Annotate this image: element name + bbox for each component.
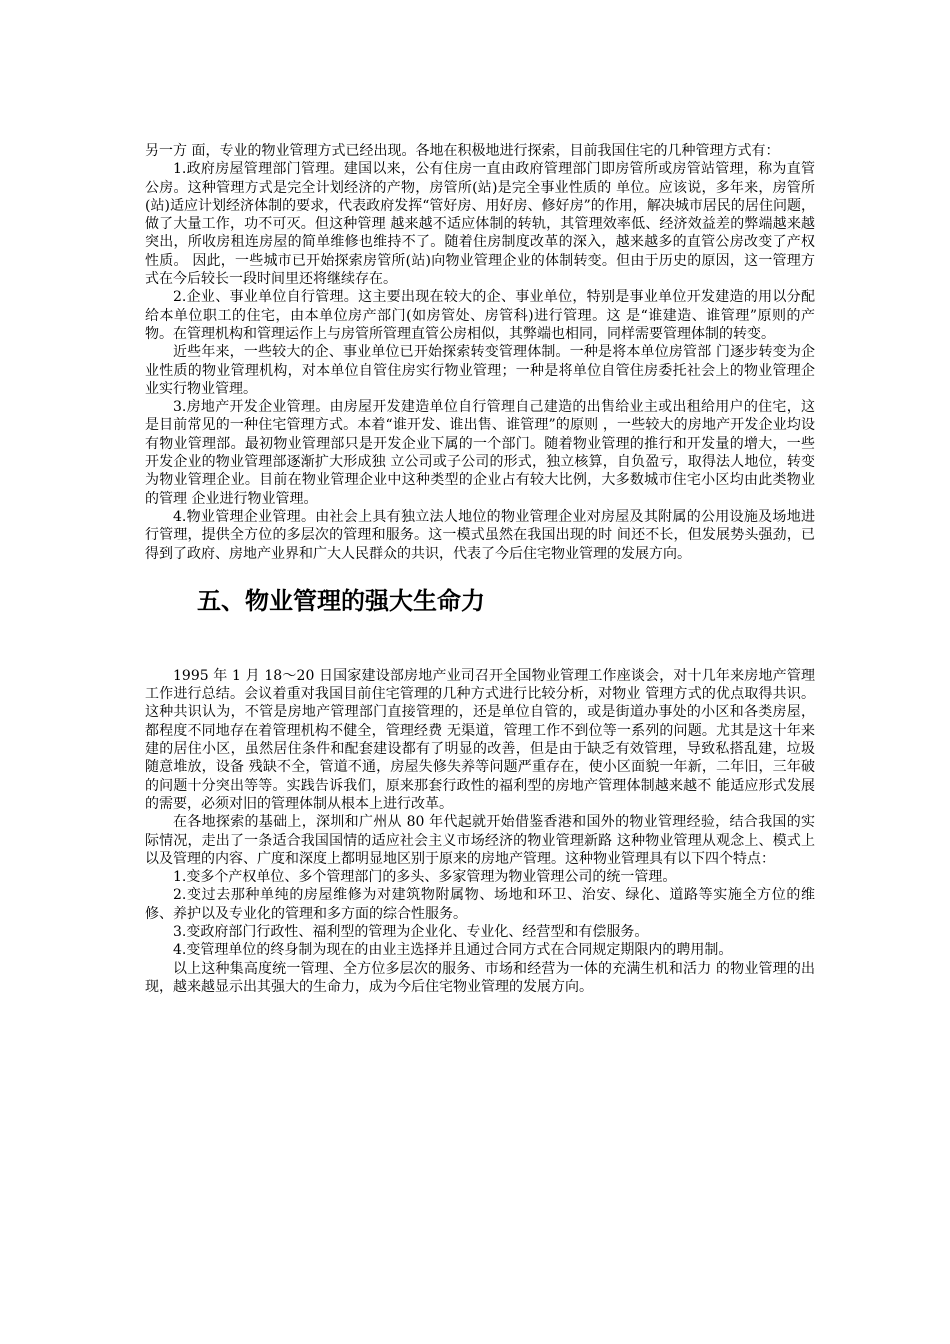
paragraph-1995-conference: 1995 年 1 月 18～20 日国家建设部房地产业司召开全国物业管理工作座谈会，对十几年来房地产管理工作进行总结。会议着重对我国目前住宅管理的几种方式进行比较分析，对物业 管理方式的优点取得共识。这种共识认为，不管是房地产管理部门直接管理的，还是单位自管的，或是街道办事处的小区和各类房屋，都程度不同地存在着管理机构不健全，管理经费 无渠道，管理工作不到位等一系列的问题。尤其是这十年来建的居住小区，虽然居住条件和配套建设都有了明显的改善，但是由于缺乏有效管理，导致私搭乱建，垃圾随意堆放，设备 残缺不全，管道不通，房屋失修失养等问题严重存在，使小区面貌一年新，二年旧，三年破的问题十分突出等等。实践告诉我们，原来那套行政性的福利型的房地产管理体制越来越不 能适应形式发展的需要，必须对旧的管理体制从根本上进行改革。 — [145, 667, 815, 812]
paragraph-feature-2: 2.变过去那种单纯的房屋维修为对建筑物附属物、场地和环卫、治安、绿化、道路等实施全方位的维修、养护以及专业化的管理和多方面的综合性服务。 — [145, 887, 815, 922]
paragraph-enterprise-self-management: 2.企业、事业单位自行管理。这主要出现在较大的企、事业单位，特别是事业单位开发建造的用以分配给本单位职工的住宅，由本单位房产部门(如房管处、房管科)进行管理。这 是“谁建造、谁管理”原则的产物。在管理机构和管理运作上与房管所管理直管公房相似，其弊端也相同，同样需要管理体制的转变。 — [145, 289, 815, 342]
paragraph-feature-4: 4.变管理单位的终身制为现在的由业主选择并且通过合同方式在合同规定期限内的聘用制。 — [173, 942, 733, 959]
section-heading: 五、物业管理的强大生命力 — [197, 586, 485, 615]
paragraph-feature-3: 3.变政府部门行政性、福利型的管理为企业化、专业化、经营型和有偿服务。 — [173, 923, 649, 940]
document-page — [145, 142, 815, 996]
paragraph-property-company-management: 4.物业管理企业管理。由社会上具有独立法人地位的物业管理企业对房屋及其附属的公用设施及场地进行管理，提供全方位的多层次的管理和服务。这一模式虽然在我国出现的时 间还不长，但发展势头强劲，已得到了政府、房地产业界和广大人民群众的共识，代表了今后住宅物业管理的发展方向。 — [145, 508, 815, 562]
paragraph-conclusion: 以上这种集高度统一管理、全方位多层次的服务、市场和经营为一体的充满生机和活力 的物业管理的出现，越来越显示出其强大的生命力，成为今后住宅物业管理的发展方向。 — [145, 960, 815, 995]
paragraph-feature-1: 1.变多个产权单位、多个管理部门的多头、多家管理为物业管理公司的统一管理。 — [173, 869, 677, 886]
paragraph-developer-management: 3.房地产开发企业管理。由房屋开发建造单位自行管理自己建造的出售给业主或出租给用户的住宅，这是目前常见的一种住宅管理方式。本着“谁开发、谁出售、谁管理”的原则 ，一些较大的房地产开发企业均设有物业管理部。最初物业管理部只是开发企业下属的一个部门。随着物业管理的推行和开发量的增大，一些开发企业的物业管理部逐渐扩大形成独 立公司或子公司的形式，独立核算，自负盈亏，取得法人地位，转变为物业管理企业。目前在物业管理企业中这种类型的企业占有较大比例，大多数城市住宅小区均由此类物业的管理 企业进行物业管理。 — [145, 399, 815, 507]
paragraph-recent-years: 近些年来，一些较大的企、事业单位已开始探索转变管理体制。一种是将本单位房管部 门逐步转变为企业性质的物业管理机构，对本单位自管住房实行物业管理；一种是将单位自管住房委托社会上的物业管理企业实行物业管理。 — [145, 344, 815, 397]
paragraph-intro: 另一方 面，专业的物业管理方式已经出现。各地在积极地进行探索，目前我国住宅的几种管理方式有： — [145, 143, 780, 159]
paragraph-government-management: 1.政府房屋管理部门管理。建国以来，公有住房一直由政府管理部门即房管所或房管站管理，称为直管公房。这种管理方式是完全计划经济的产物，房管所(站)是完全事业性质的 单位。应该说，多年来，房管所(站)适应计划经济体制的要求，代表政府发挥“管好房、用好房、修好房”的作用，解决城市居民的居住问题，做了大量工作，功不可灭。但这种管理 越来越不适应体制的转轨，其管理效率低、经济效益差的弊端越来越突出，所收房租连房屋的简单维修也维持不了。随着住房制度改革的深入，越来越多的直管公房改变了产权性质。 因此，一些城市已开始探索房管所(站)向物业管理企业的体制转变。但由于历史的原因，这一管理方式在今后较长一段时间里还将继续存在。 — [145, 161, 815, 288]
paragraph-shenzhen-guangzhou: 在各地探索的基础上，深圳和广州从 80 年代起就开始借鉴香港和国外的物业管理经验，结合我国的实际情况，走出了一条适合我国国情的适应社会主义市场经济的物业管理新路 这种物业管理从观念上、模式上以及管理的内容、广度和深度上都明显地区别于原来的房地产管理。这种物业管理具有以下四个特点： — [145, 814, 815, 867]
